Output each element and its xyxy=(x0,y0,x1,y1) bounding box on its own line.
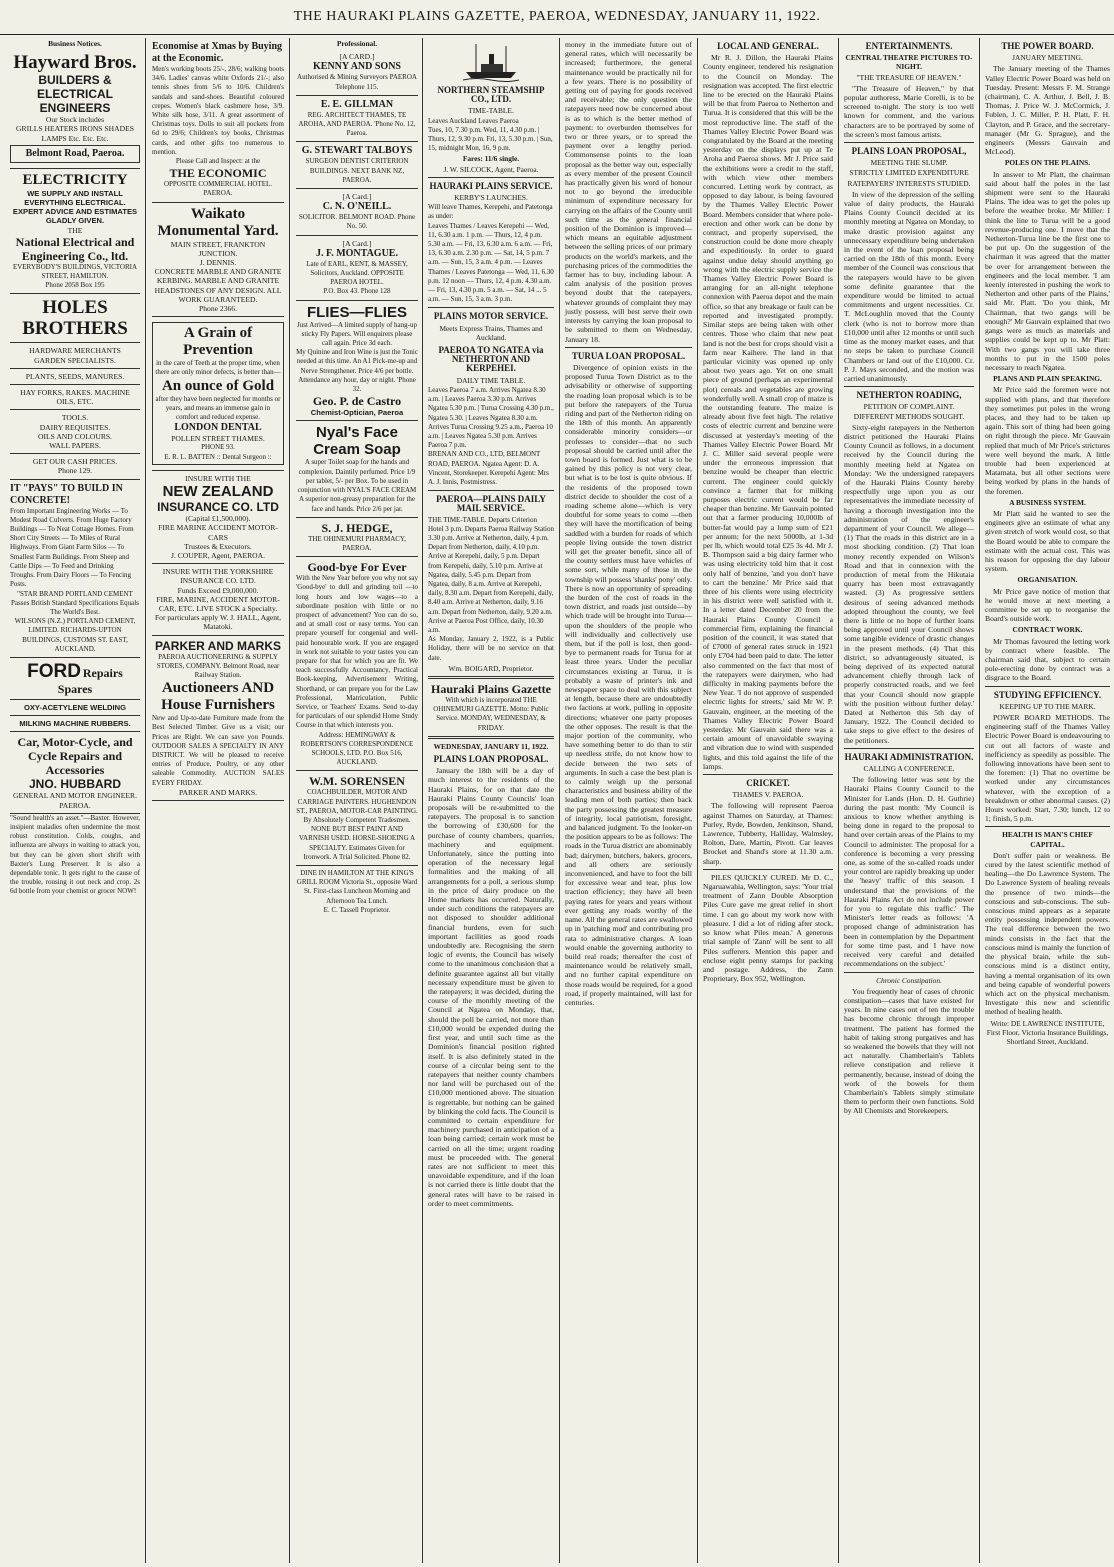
article-headline: NETHERTON ROADING, xyxy=(856,390,962,401)
ad-line: (Capital £1,500,000). xyxy=(185,514,251,524)
article-body: Mr R. J. Dillon, the Hauraki Plains County engineer, tendered his resignation to the Council on Monday. The resignation was accepted. The first electric line to be erected on the Hauraki Plains will be that from Paeroa to Netherton and Turua. It is considered that this will be the most reproductive line. The staff of the Thames Valley Electric Power Board was congratulated by the Board at the meeting yesterday on the displays put up at Te Aroha and Paeroa shows. Mr J. Price said the exhibitions were a credit to the staff, with which view other members concurred. Letting work by contract, as opposed to day labour, is being favoured by the Thames Valley Electric Power Board. Members consider that where pole-erection and other work can be done by contract, and properly supervised, the construction could be done more cheaply and expeditiously. In order to guard against undue delay should anything go wrong with the electric supply service the Thames Valley Electric Power Board is arranging for an all-night telephone connexion with Paeroa depot and the main office, so that any breakage or fault can be reported and investigated promptly. Similar steps are being taken with other centres. Those who claim that new peat land is not the best for crops should visit a farm near Kaihere. The land in that particular vicinity was opened up only about two years ago. Yet on one small piece of ground (perhaps an experimental plot) cereals and vegetables are growing wonderfully well. A small crop of maize is the outstanding feature. The maize is already about five feet high. The relative costs of electric current and benzine were discussed at yesterday's meeting of the Thames Valley Electric Power Board. Mr J. C. Miller said several people were under the erroneous impression that benzine would be cheaper than electric current. The engineer could quickly convince a farmer that for milking purposes electric current would be far cheaper than benzine. Mr Gauvain pointed out that a farmer producing 10,000lb of butter-fat would pay a lump sum of £21 per annum; for the next 5000lb, at 1-3d per lb, which would total £25 3s 4d. Mr J. B. Thompson said a big dairy farmer who was using electricity told him that it cost only half of benzine, 'and you don't have to cart the benzine.' Mr Price said that three of his clients were using electricity in his district were well satisfied with it. In a letter dated December 20 from the Hauraki Plains County Council a commercial firm, explaining the financial position of the council, it was stated that of £7000 of general rates struck in 1921 only £704 had been paid to date. The letter also commented on the fact that most of the ratepayers were dairymen, who had difficulty in making payments before the New Year. 'I do not approve of suspended electric lights for streets,' said Mr W. P. Gauvain, engineer, at the meeting of the Thames Valley Electric Power Board yesterday. Mr Gauvain said there was a certain amount of unavoidable swaying and vibration due to wind with suspended lights, and this told against the life of the lamps. xyxy=(703,53,833,771)
ad-line: PLANTS, SEEDS, MANURES. xyxy=(25,371,125,381)
ad-text: COACHBUILDER, MOTOR AND CARRIAGE PAINTERS. HUGHENDON ST., PAEROA, MOTOR-CAR PAINTING. By Absolutely Competent Tradesmen. NONE BUT BEST PAINT AND VARNISH USED. HORSE-SHOEING A SPECIALTY. Estimates Given for Ironwork. A Trial Solicited. Phone 82. xyxy=(296,788,418,861)
ad-text: REG. ARCHITECT THAMES, TE AROHA, AND PAEROA. 'Phone No. 12, Paeroa. xyxy=(298,110,416,138)
ad-hayward-bros xyxy=(10,49,140,169)
ad-nz-insurance xyxy=(152,471,284,564)
timetable-rows: Leaves Thames / Leaves Kerepehi — Wed, 11, 6.30 a.m. 1 p.m. — Thurs, 12, 4 p.m. 5.30 a.m. — Fri, 13, 6.30 a.m. 6 a.m. — Fri, 13, 6.30 a.m. 2.30 p.m. — Sat, 14, 5 p.m. 7 a.m. — Sun, 15, 3 a.m. 4 p.m. — Leaves Thames / Leaves Patetonga — Wed, 11, 6.30 p.m. 12 noon — Thurs, 12, 4 p.m. 4.30 a.m. — Fri, 13, 4.30 p.m. 5 a.m. — Sat, 14 ... 5 a.m. — Sun, 15, 3 a.m. 3 p.m. xyxy=(428,221,554,304)
ad-castro xyxy=(296,301,418,422)
article-subhead: RATEPAYERS' INTERESTS STUDIED. xyxy=(847,178,971,188)
article-headline: Chronic Constipation. xyxy=(876,975,942,985)
ad-text: Address: HEMINGWAY & ROBERTSON'S CORRESPONDENCE SCHOOLS, LTD. P.O. Box 516, AUCKLAND. xyxy=(300,730,414,767)
article-subhead: "THE TREASURE OF HEAVEN." xyxy=(856,72,962,82)
ad-title: FLIES—FLIES xyxy=(306,303,407,321)
article-body: Mr Thomas favoured the letting work by contract where feasible. The chairman said that, subject to certain pole-erecting done by contract was a disgrace to the Board. xyxy=(985,636,1110,683)
ad-text: My Quinine and Iron Wine is just the Tonic needed at this time. An A1 Pick-me-up and Nerve Strengthener. Price 4/6 per bottle. xyxy=(296,348,418,375)
article-body: Divergence of opinion exists in the proposed Turua Town District as to the advisability or otherwise of supporting the roading loan proposal which is to be put before the ratepayers of the Turua riding and part of the Netherton riding on the 18th of this month. An apparently considerable minority considers—or professes to consider—that no such proposal should be carried until after the town board is formed. Just what is to be gained by this policy is not very clear, but what is to be lost is quite obvious. If the residents of the proposed town district decide to shoulder the cost of a roading scheme alone—which is very doubtful for some years to come —then they will have the mortification of being saddled with a burden for roads of which people living outside the town district will get the greater benefit, since all of the county settlers must have vehicles of some sort, while many of those in the township will possess 'shanks' pony' only. There is now an opportunity of spreading the burden of the cost of roads in the town district, and roads just outside—by which trade will be brought into Turua—upon the shoulders of the people who will individually and collectively use them, but if the poll is lost, then good-bye to permanent roads for Turua for at least three years. Under the peculiar circumstances existing at Turua, it is probably a waste of printer's ink and newspaper space to deal with this subject at length, because there are undoubtedly two factions at work, pulling in opposite directions; whatever one party proposes the other opposes. The result is that the major portion of the community, who have something better to do than to stir up needless strife, do not know how to decide between the two sets of arguments. In such a case the best plan is to calmly weigh up the personal characteristics and business ability of the leading men of both parties; then back the party possessing the greatest measure of integrity, local patriotism, foresight, and balanced judgment. To the looker-on the position appears to be as follows: The roads in the Turua district are abominably bad; dairymen, butchers, bakers, grocers, and all others are seriously inconvenienced, and have to foot the bill for excessive wear and tear, plus low traction efficiency; they have all been paying rates for years and years without ever getting any roads worthy of the name. All the general rates are swallowed up in 'patching mud' and contributing pro rata to administrative charges. A loan would enable the governing authority to build real roads; thereafter the cost of maintenance would be relatively small, and no further capital expenditure on those roads would be required, for a good road, if properly maintained, will last for centuries. xyxy=(565,362,692,1007)
column-rule xyxy=(697,38,698,1563)
article-body: January the 18th will be a day of much interest to the residents of the Hauraki Plains, for on that date the Hauraki Plains County Councils' loan proposals will be re-submitted to the ratepayers. The proposal is to sanction the borrowing of £30,600 for the purchase of county chambers, quarries, machinery and equipment. Unfortunately, since the putting into operation of the necessary legal formalities and the making of all arrangements for a poll, a serious slump in the price of dairy produce on the Home markets has occurred. Naturally, under such conditions the ratepayers are not disposed to shoulder additional financial burdens, even for such important facilities as good roads undoubtedly are. Recognising the stern logic of events, the Council has wisely come to the unanimous conclusion that a definite guarantee against all but vitally necessary expenditure must be given to the ratepayers; it was decided, during the course of the monthly meeting of the Council at Ngatea on Monday, that, should the poll be carried, not more than £10,000 would be expended during the first year, and until such time as the Dominion's financial position righted itself. It is also definitely stated in the course of a circular being sent to the ratepayers that neither county chambers nor land will be purchased out of the £10,000 mentioned above. The situation is regrettable, but nothing can be gained by blinking the cold facts. The Council is committed to certain expenditure for machinery purchased in anticipation of a loan being carried; certain work must be carried on all the time; urgent roading must be proceeded with. The general rates are not sufficient to meet this unavoidable expenditure, and if the loan is not carried there is little doubt that the general rates will have to be raised in order to meet commitments. xyxy=(428,766,554,1208)
ad-title: J. F. MONTAGUE. xyxy=(316,247,398,259)
column-entertainments xyxy=(840,38,978,1563)
column-rule xyxy=(838,38,839,1563)
column-power-board xyxy=(981,38,1114,1563)
ad-text: SOLICITOR. BELMONT ROAD. Phone No. 50. xyxy=(298,213,416,231)
article-body: Mr Price said the foremen were not supplied with plans, and that therefore they sometimes put poles in the wrong places, and they had to be taken up again. This sort of thing had been going on right through the piece. Mr Gauvain replied that much of Mr Price's strictures were well beyond the mark. A little trouble had been experienced at Matamata, but all other sections were being worked by plans in the hands of the foremen. xyxy=(985,385,1110,496)
ad-title: C. N. O'NEILL. xyxy=(322,201,392,213)
ad-title: G. STEWART TALBOYS xyxy=(301,145,413,157)
article-body: Mr Price gave notice of motion that he would move at next meeting a committee be set up to reorganise the Board's outside work. xyxy=(985,586,1110,624)
ad-sorensen xyxy=(296,771,418,866)
ad-phone: Phone 2366. xyxy=(199,304,237,314)
ad-line: Please Call and Inspect: at the xyxy=(175,157,261,166)
article-subhead: THAMES V. PAEROA. xyxy=(732,790,804,800)
article-subhead: PETITION OF COMPLAINT. DIFFERENT METHODS SOUGHT. xyxy=(853,402,965,421)
article-headline: STUDYING EFFICIENCY. xyxy=(993,689,1102,700)
ad-line: For particulars apply W. J. HALL, Agent, Matatoki. xyxy=(154,613,282,632)
notice-title: PLAINS MOTOR SERVICE. xyxy=(433,311,549,322)
ad-london-dental xyxy=(152,317,284,471)
ad-text: Authorised & Mining Surveyors PAEROA Telephone 115. xyxy=(297,73,417,91)
ad-title: Geo. P. de Castro xyxy=(312,394,402,409)
ad-line: HARDWARE MERCHANTS xyxy=(29,346,121,356)
ad-line: INSURE WITH THE xyxy=(185,473,251,483)
ad-title: INSURE WITH THE YORKSHIRE INSURANCE CO. LTD. xyxy=(162,567,274,586)
column-services xyxy=(424,38,558,1563)
ad-baxter: "Sound health's an asset."—Baxter. However, insipient maladies often undermine the most robust constitution. Colds, coughs, and influenza are always in waiting to attack you, but they can be given short shrift with Baxter's Lung Preserver. It is also a dependable tonic. It gets right to the cause of the trouble, rousing it out neck and crop. 2s 6d bottle from your chemist or grocer NOW! xyxy=(10,813,140,896)
ad-address: EVERYBODY'S BUILDINGS, VICTORIA STREET, HAMILTON. xyxy=(12,262,138,281)
ad-title: A Grain of Prevention xyxy=(183,325,253,359)
ad-line: GENERAL AND MOTOR ENGINEER. PAEROA. xyxy=(12,791,138,810)
article-body: The following letter was sent by the Hauraki Plains County Council to the Minister for Lands (Hon. D. H. Guthrie) during the past month: 'My Council is anxious to know whether anything is being done in regard to the proposal to hand over certain areas of the Plains to my Council to administer. The proposal for a conference is becoming a very pressing one, as some of the so-called roads under your control are rapidly breaking up under the 'heavy' traffic of this season. I understand that the provisions of the Hauraki Plains Act do not include power for you to regulate this traffic.' The Minister's letter reads as follows: 'A proposed change of administration has been in contemplation by the Department for some time past, and I have now received very careful and detailed recommendations on the subject.' xyxy=(844,775,974,969)
article-headline: HEALTH IS MAN'S CHIEF CAPITAL. xyxy=(1002,830,1093,849)
article-subhead: CALLING A CONFERENCE. xyxy=(863,764,955,774)
article-body: The following will represent Paeroa against Thames on Saturday, at Thames: Purley, Ryde, Bowden, Jenkinson, Shand, Lawrence, Tubberty, Halliday, Walmsley, Rolton, Dare, Martin, Pivott. Car leaves Brocket and Shand's store at 11.30 a.m. sharp. xyxy=(703,801,833,866)
ad-title: KENNY AND SONS xyxy=(313,61,401,73)
ad-text: Car, Motor-Cycle, and Cycle Repairs and Accessories xyxy=(17,735,133,778)
article-body: "The Treasure of Heaven," by that popular authoress, Marie Corelli, is to be screened to-night. The story is too well known for comment, and the various characters are to be portrayed by some of the screen's most famous artists. xyxy=(844,83,974,139)
ad-yorkshire-insurance xyxy=(152,564,284,635)
ad-text: in the care of Teeth at the proper time, when there are only minor defects, is better than— xyxy=(155,359,281,377)
ad-line: Funds Exceed £9,000,000. xyxy=(177,585,259,595)
ad-title: Good-bye For Ever xyxy=(307,560,407,575)
article-subhead: STRICTLY LIMITED EXPENDITURE xyxy=(849,168,969,178)
ad-text: FIRE, MARINE, ACCIDENT MOTOR-CAR, ETC. LIVE STOCK a Specialty. xyxy=(156,594,280,613)
article-subhead: PLANS AND PLAIN SPEAKING. xyxy=(993,374,1102,384)
article-body: Don't suffer pain or weakness. Be cured by the latest scientific method of healing—the Do Lawrence System. The Do Lawrence System of healing reveals the presence of two minds—the conscious and sub-conscious. The sub-conscious mind appears as a separate entity possessing independent powers. The real difference between the two minds consists in the fact that the conscious mind is mainly the function of the physical brain, while the sub-conscious mind is a distinct entity, having a mental organisation of its own and being capable of wonderful powers which act on the physical mechanism. Investigate this new and scientific method of healing health. xyxy=(985,850,1110,1017)
notice-text: Will leave Thames, Kerepehi, and Patetonga as under: xyxy=(428,203,553,221)
ad-title: HOLES BROTHERS xyxy=(22,297,128,340)
ad-text: Just Arrived—A limited supply of hang-up sticky Fly Papers. Will enquirers please call again. Price 3d each. xyxy=(297,320,417,348)
ad-title: W.M. SORENSEN xyxy=(309,774,405,789)
ad-line: HAY FORKS, RAKES. MACHINE OILS, ETC. xyxy=(20,388,130,407)
article-body: The January meeting of the Thames Valley Electric Power Board was held on Tuesday. Present: Messrs F. M. Strange (chairman), C. A. Arthur, J. Bell, J. B. Thomas, J. Price W. J. McCormick, J. Fublen, J. C. Miller, P. H. Platt, F. H. Clayton, and P. Grace, and the secretary-manager (Mr G. Sprague), and the engineers (Messrs Gauvain and McLeod). xyxy=(985,64,1110,157)
agent: Wm. BOIGARD, Proprietor. xyxy=(448,663,534,673)
ad-title: FORD xyxy=(27,660,81,682)
ad-address: MAIN STREET, FRANKTON JUNCTION. xyxy=(170,239,266,258)
section-header: Business Notices. xyxy=(48,39,102,48)
ad-text: THE OHINEMURI PHARMACY, PAEROA. xyxy=(308,534,406,552)
notice-title: PAEROA—PLAINS DAILY MAIL SERVICE. xyxy=(436,494,546,514)
article-subhead: MEETING THE SLUMP. xyxy=(870,158,948,168)
masthead: THE HAURAKI PLAINS GAZETTE, PAEROA, WEDNESDAY, JANUARY 11, 1922. xyxy=(0,0,1114,35)
ad-line: ENGINEERS xyxy=(39,101,111,116)
ad-title: Nyal's Face Cream Soap xyxy=(313,424,401,459)
ad-title: NEW ZEALAND xyxy=(162,483,274,501)
article-body: You frequently hear of cases of chronic constipation—cases that have existed for years. In nine cases out of ten the trouble has become chronic through improper treatment. The patient has formed the habit of taking strong purgatives and has so weakened the bowels that they will not act naturally. Chamberlain's Tablets relieve constipation and relieve it permanently, because, instead of doing the work of the bowels for them Chamberlain's Tablets simply stimulate them to perform their own functions. Sold by All Chemists and Storekeepers. xyxy=(844,986,974,1116)
ad-holes-brothers xyxy=(10,294,140,479)
section-header: Professional. xyxy=(336,39,378,48)
ad-kings-grill xyxy=(296,866,418,918)
ad-concrete xyxy=(10,480,140,658)
article-headline: HAURAKI ADMINISTRATION. xyxy=(844,751,974,762)
article-headline: THE POWER BOARD. xyxy=(1001,41,1094,51)
ad-text: after they have been neglected for months or years, and means an immense gain in comfort and reduced expense. xyxy=(155,394,281,422)
ad-nyal xyxy=(296,421,418,517)
ad-line: OILS AND COLOURS. xyxy=(37,431,113,441)
ad-line: OXY-ACETYLENE WELDING xyxy=(23,702,127,712)
ad-line: [A CARD.] xyxy=(339,52,375,62)
column-professional xyxy=(292,38,422,1563)
ad-text: With the New Year before you why not say 'Good-bye' to dull and grinding toil —to long hours and low wages—to a subordinate position with little or no prospect of advancement? You can do so, and at small cost or easy terms. You can prepare yourself for congenial and well-paid honourable work. If you are engaged in work not suitable to your tastes you can prepare for that for which you are fit. We teach successfully Accountancy, Practical Book-keeping, Advertisement Writing, Shorthand, or can prepare you for the Law Professional, Matriculation, Public Service, or Teachers' Exams. Send to-day for particulars of our splendid Home Study Course in that which interests you. xyxy=(296,574,418,730)
ad-phone: P.O. Box 43. Phone 128 xyxy=(323,287,391,296)
ad-line: DAIRY REQUISITES. xyxy=(39,422,111,432)
article-subhead: JANUARY MEETING. xyxy=(1012,53,1083,63)
column-local-general xyxy=(699,38,837,1563)
article-subhead: KEEPING UP TO THE MARK. xyxy=(999,701,1096,711)
ad-text: Late of EARL, KENT, & MASSEY, Solicitors, Auckland. OPPOSITE PAEROA HOTEL. xyxy=(306,259,408,287)
ad-line: TOOLS. xyxy=(61,413,89,423)
ad-phone: Phone 2058 Box 195 xyxy=(45,281,105,290)
ad-text: DINE IN HAMILTON AT THE KING'S GRILL ROOM Victoria St., opposite Ward St. First-class Luncheon Morning and Afternoon Tea Lunch. xyxy=(296,869,418,905)
ad-text: WILSONS (N.Z.) PORTLAND CEMENT, LIMITED. RICHARDS-UPTON BUILDINGS, CUSTOMS ST. EAST, AUCKLAND. xyxy=(14,617,136,653)
notice-text: As Monday, January 2, 1922, is a Public Holiday, there will be no service on that date. xyxy=(428,635,554,662)
ad-line: [A Card.] xyxy=(342,192,372,202)
ad-line: Repairs xyxy=(82,665,123,680)
ad-montague xyxy=(296,236,418,301)
ad-line: MILKING MACHINE RUBBERS. xyxy=(19,719,131,729)
article-subhead: POLES ON THE PLAINS. xyxy=(1004,158,1091,168)
ad-ford xyxy=(10,658,140,814)
ad-address: OPPOSITE COMMERCIAL HOTEL. PAEROA. xyxy=(163,180,273,198)
article-headline: ENTERTAINMENTS. xyxy=(865,41,953,51)
ad-phone: PHONE 93. xyxy=(201,443,235,452)
ad-talboys xyxy=(296,142,418,189)
ad-line: BUILDERS & xyxy=(38,73,112,88)
article-body: In answer to Mr Platt, the chairman said about half the poles in the last shipment were sent to the Hauraki Plains. The idea was to get the poles up before the weather broke. Mr Miller: I think the line to Turua will be a good revenue-producing one. I move that the Netherton-Turua line be the first one to be put up. On the suggestion of the chairman it was agreed that the matter be over for arrangement between the engineers and the local member. 'I am keenly interested in pushing the work to Netherton and other parts of the Plains,' said Mr. Platt. 'Do you think, Mr Chairman, that two gangs will be enough?' Mr Gauvain explained that two gangs were as much as materials and supplies could be kept up to. Mr Platt: With two gangs you will take three months to put in the 1500 poles necessary to reach Ngatea. xyxy=(985,169,1110,372)
article-headline: PLAINS LOAN PROPOSAL. xyxy=(433,754,549,764)
ad-text: Attendance any hour, day or night. 'Phone 32. xyxy=(298,375,416,394)
ad-line: PARKER AND MARKS. xyxy=(179,787,257,797)
article-subhead: A BUSINESS SYSTEM. xyxy=(1009,497,1086,507)
notice-title: PAEROA TO NGATEA via NETHERTON AND KERPEHEI. xyxy=(438,345,544,374)
column-rule xyxy=(289,38,290,1563)
ad-line: Trustees & Executors. xyxy=(184,541,252,551)
ad-title: National Electrical and Engineering Co., ltd. xyxy=(15,234,135,263)
article-body: Mr Platt said he wanted to see the engineers give an estimate of what any given stretch of work would cost, so that the Board would be able to compare the estimate with the actual cost. This was his reason for opposing the day labour system. xyxy=(985,508,1110,574)
ad-text: WE SUPPLY AND INSTALL EVERYTHING ELECTRICAL. EXPERT ADVICE AND ESTIMATES GLADLY GIVEN. xyxy=(12,188,138,226)
ad-title: Auctioneers AND House Furnishers xyxy=(161,680,275,714)
timetable-rows: Leaves Paeroa 7 a.m. Arrives Ngatea 8.30 a.m. | Leaves Paeroa 3.30 p.m. Arrives Ngatea 5.30 p.m. | Turua Crossing 4.30 p.m., Ngatea 5.30. | Leaves Ngatea 8.30 a.m. Arrives Turua Crossing 9.25 a.m., Paeroa 10 a.m. | Leaves Ngatea 5.30 p.m. Arrives Paeroa 7 p.m. xyxy=(428,385,554,450)
ad-text: New and Up-to-date Furniture made from the Best Selected Timber. Give us a visit; our Prices are Right. We can save you Pounds. OUTDOOR SALES A SPECIALTY IN ANY DISTRICT. We will be pleased to receive entries of Produce, Poultry, or any other saleable Commodity. AUCTION SALES EVERY FRIDAY. xyxy=(152,714,284,787)
ad-title: THE ECONOMIC xyxy=(169,166,267,181)
article-body: Write: DE LAWRENCE INSTITUTE, First Floor, Victoria Insurance Buildings, Shortland Street, Auckland. xyxy=(986,1018,1109,1046)
article-body: PILES QUICKLY CURED. Mr D. C., Ngaruawahia, Wellington, says: 'Your trial treatment of Zann Double Absorption Piles Cure gave me great relief in short time. I can go about my work now with pleasure. I did a lot of riding after stock, so know what Piles mean.' A generous trial sample of 'Zann' will be sent to all Piles sufferers. Mention this paper and enclose eight penny stamps for packing and postage. Address, the Zann Proprietary, Box 952, Wellington. xyxy=(703,872,833,984)
notice-subtitle: TIME-TABLE. xyxy=(468,106,514,116)
article-headline: TURUA LOAN PROPOSAL. xyxy=(571,350,686,361)
ad-line: LONDON DENTAL xyxy=(174,422,262,434)
ad-electricity xyxy=(10,169,140,295)
ad-hemingway xyxy=(296,557,418,771)
article-subhead: CONTRACT WORK. xyxy=(1012,625,1083,635)
ad-title: PARKER AND MARKS xyxy=(155,638,281,653)
notice-text: BRENAN AND CO., LTD, BELMONT ROAD, PAEROA. Ngatea Agent: D. A. Vincent, Storekeeper. Kerepehi Agent: Mrs A. J. Innis, Postmistress. xyxy=(428,450,549,486)
ad-title: Economise at Xmas by Buying at the Economic. xyxy=(152,41,283,64)
column-editorial xyxy=(561,38,696,1563)
ad-line: J. COUPER, Agent, PAEROA. xyxy=(170,550,266,560)
article-subhead: ORGANISATION. xyxy=(1017,575,1078,585)
ad-title: IT "PAYS" TO BUILD IN CONCRETE! xyxy=(10,482,123,506)
timetable-rows: Tues, 10, 7.30 p.m. Wed, 11, 4.30 p.m. | Thurs, 12, 9.30 p.m. Fri, 13, 5.30 p.m. | Sun, 15, midnight Mon, 16, 9 p.m. xyxy=(428,125,553,153)
ad-hedge xyxy=(296,518,418,557)
ad-line: J. DENNIS. xyxy=(199,258,237,268)
ad-title: Waikato Monumental Yard. xyxy=(157,205,279,239)
ad-title: An ounce of Gold xyxy=(161,377,275,394)
ad-line: FIRE MARINE ACCIDENT MOTOR-CARS xyxy=(158,523,278,542)
ad-kenny xyxy=(296,49,418,96)
article-body: POWER BOARD METHODS. The engineering staff of the Thames Valley Electric Power Board is endeavouring to cut out all factors of waste and inefficiency as speedily as possible. The following innovations have been sent to the foremen: (1) That no overtime be worked under any circumstances whatever, with the exception of a breakdown or other abnormal causes. (2) Hours worked: Start, 7.30; lunch, 12 to 1; finish, 5 p.m. xyxy=(985,713,1110,824)
timetable-header: Leaves Auckland Leaves Paeroa xyxy=(428,116,519,125)
notice-subtitle: DAILY TIME TABLE. xyxy=(456,375,526,385)
ad-title: ELECTRICITY xyxy=(22,171,128,188)
ad-line: E. R. L. BATTEN :: Dental Surgeon :: xyxy=(164,452,272,461)
ad-parker-marks xyxy=(152,636,284,801)
ad-line: Spares xyxy=(57,681,93,696)
gazette-subtitle: With which is incorporated THE OHINEMURI GAZETTE. Motto: Public Service. MONDAY, WEDNESDAY, & FRIDAY. xyxy=(433,695,549,732)
ad-line: E. C. Tassell Proprietor. xyxy=(323,905,391,914)
column-ads-2 xyxy=(148,38,288,1563)
ad-line: GRILLS HEATERS IRONS SHADES LAMPS Etc. Etc. Etc. xyxy=(16,124,134,143)
article-headline: PLAINS LOAN PROPOSAL, xyxy=(851,146,967,157)
ad-text: "STAR BRAND PORTLAND CEMENT Passes British Standard Specifications Equals The World's Best. xyxy=(11,589,139,616)
ad-line: [A Card.] xyxy=(342,238,372,248)
article-headline: LOCAL AND GENERAL. xyxy=(717,41,819,51)
ad-text: PAEROA AUCTIONEERING & SUPPLY STORES, COMPANY. Belmont Road, near Railway Station. xyxy=(156,652,280,679)
ad-line: GARDEN SPECIALISTS. xyxy=(34,355,116,365)
ad-economic xyxy=(152,38,284,203)
column-rule xyxy=(422,38,423,1563)
ad-title: JNO. HUBBARD xyxy=(28,777,121,792)
ad-address: POLLEN STREET THAMES. xyxy=(171,434,265,444)
column-business-notices xyxy=(6,38,144,1563)
notice-subtitle: Meets Express Trains, Thames and Auckland. xyxy=(439,323,543,342)
column-rule xyxy=(979,38,980,1563)
ad-oneill xyxy=(296,189,418,236)
gazette-date: WEDNESDAY, JANUARY 11, 1922. xyxy=(433,741,549,751)
notice-title: NORTHERN STEAMSHIP CO., LTD. xyxy=(437,85,545,105)
article-body: Sixty-eight ratepayers in the Netherton district petitioned the Hauraki Plains County Council as follows, in a document received by the Council during the monthly meeting held at Ngatea on Monday: 'We the undersigned ratepayers of the Hauraki Plains County hereby respectfully urge upon you as our representatives the immediate necessity of having a thorough investigation into the administration of the engineer's department of your Council. We allege— (1) That the roads in this district are in a most shocking condition. (2) That loan money recently expended on Wilson's Road and that in connexion with the production of metal from the Hikutaia quarry has been most extravagantly wasted. (3) As progressive settlers desirous of seeing advanced methods adopted throughout the county, we feel there is little or no hope of further loans being approved until your Council shows some tangible evidence of drastic changes in the present methods. (4) That this district, so advantageously situated, is being deprived of its expected natural advancement chiefly through lack of properly constructed roads, and we feel that your Council should now grapple with the position without further delay.' Dated at Netherton this 5th day of January, 1922. The Council decided to take steps to give effect to the desires of the petitioners. xyxy=(844,422,974,745)
ad-address: Belmont Road, Paeroa. xyxy=(10,145,140,163)
article-body: money in the immediate future out of general rates, which will necessarily be increased; furthermore, the general maintenance would be practically nil for a few years. There is no possibility of getting out of paying for goods received and receivable; the only question the ratepayers need now be concerned about is as to which is the better method of payment: to overburden themselves for two or three years, or to spread the payment over a lengthy period. Commonsense points to the loan proposal as the better way out, especially as every member of the present Council has practically given his word of honour not to go beyond the irreducible minimum of expenditure necessary for carrying on the affairs of the County until such time as the general financial position of the Dominion is improved—which means an equitable adjustment between the selling prices of our primary products on the world's markets, and the purchasing prices of the commodities the farmer has to buy, including labour. A calm analysis of the position proves beyond doubt that the ratepayers, whatever grounds of complaint they may justly possess, will best serve their own interests by carrying the loan proposal to be submitted to them on Wednesday, January 18. xyxy=(565,40,692,344)
ad-text: Men's working boots 25/-, 28/6; walking boots 34/6. Ladies' canvas white Oxfords 21/-; also tennis shoes from 5/6 to 10/6. Children's sandals and sand-shoes. Beautiful coloured crepes. Women's black cashmere hose, 3/9. White silk hose, 3/11. A great assortment of Christmas toys. Dolls to suit all pockets from 6d to 29/6; Children's toy books, Christmas cards, and other gifts too numerous to mention. xyxy=(152,65,284,156)
article-body: In view of the depression of the selling value of dairy products, the Hauraki Plains County Council decided at its monthly meeting at Ngatea on Monday, to make drastic provision against any unnecessary expenditure being undertaken in the event of the loan proposal being carried on the 18th of this month. Every member of the Council was conscious that the ratepayers would have to be given some definite guarantee that the expenditure would be limited to actual commitments and urgent necessities. Cr. T. McLoughlin moved that the County clerk (who is not to borrow more than £10,000 until after 12 months or until such time as the money market eases, and that no steps be taken to purchase Council Chambers or land out of the £10,000. Cr. P. J. Mays seconded, and the motion was carried unanimously. xyxy=(844,189,974,383)
gazette-title: Hauraki Plains Gazette xyxy=(431,681,551,696)
ad-line: Our Stock includes xyxy=(45,115,105,125)
article-headline: CRICKET. xyxy=(746,778,790,789)
ad-line: ELECTRICAL xyxy=(37,87,113,102)
ad-line: GET OUR CASH PRICES. xyxy=(32,457,118,467)
agent: J. W. SILCOCK, Agent, Paeroa. xyxy=(443,164,539,174)
timetable-rows: THE TIME-TABLE. Departs Criterion Hotel 3 p.m. Departs Paeroa Railway Station 3.30 p.m. Arrive at Netherton, daily, 4 p.m. Depart from Netherton, daily, 4.10 p.m. Arrive at Kerepehi, daily, 5 p.m. Depart from Kerepehi, daily, 5.10 p.m. Arrive at Ngatea, daily, 5.45 p.m. Depart from Ngatea, daily, 8 a.m. Arrive at Kerepehi, daily, 8.30 a.m. Depart from Kerepehi, daily, 8.40 a.m. Arrive at Netherton, daily, 9.16 a.m. Depart from Netherton, daily, 9.20 a.m. Arrive at Paeroa Post Office, daily, 10.30 a.m. xyxy=(428,515,554,634)
ad-title: S. J. HEDGE, xyxy=(321,520,393,535)
ad-phone: Phone 129. xyxy=(57,466,93,476)
ad-line: THE xyxy=(67,225,83,235)
ad-waikato-monumental xyxy=(152,203,284,318)
ad-title: E. E. GILLMAN xyxy=(320,98,394,110)
ad-title: Hayward Bros. xyxy=(13,52,137,74)
ad-text: A super Toilet soap for the hands and complexion. Daintily perfumed. Price 1/9 per tablet, 5/- per Box. To be used in conjunction with NYAL'S FACE CREAM A superior non-greasy preparation for the face and hands. Price 2/6 per jar. xyxy=(297,458,417,513)
ad-gillman xyxy=(296,96,418,143)
article-subhead: CENTRAL THEATRE PICTURES TO-NIGHT. xyxy=(845,53,973,72)
ad-line: WALL PAPERS. xyxy=(49,441,101,451)
fares: Fares: 11/6 single. xyxy=(462,154,520,164)
steamship-icon xyxy=(461,40,521,82)
notice-subtitle: KERBY'S LAUNCHES. xyxy=(454,193,528,203)
notice-title: HAURAKI PLAINS SERVICE. xyxy=(429,180,553,191)
column-rule xyxy=(145,38,146,1563)
ad-text: From Important Engineering Works — To Modest Road Culverts. From Huge Factory Buildings — To Neat Cottage Homes. From Short City Streets — To Miles of Rural Highways. From Giant Farm Silos — To Smallest Farm Buildings. From Sheep and Cattle Dips — To Feed and Drinking Troughs. From Dairy Floors — To Fencing Posts. xyxy=(10,506,134,589)
column-rule xyxy=(559,38,560,1563)
ad-text: CONCRETE MARBLE AND GRANITE KERBING. MARBLE AND GRANITE HEADSTONES OF ANY DESIGN. ALL WORK GUARANTEED. xyxy=(154,267,282,304)
ad-line: Chemist-Optician, Paeroa xyxy=(310,408,404,418)
ad-title: INSURANCE CO. LTD xyxy=(157,500,279,515)
ad-text: SURGEON DENTIST CRITERION BUILDINGS. NEXT BANK NZ, PAEROA. xyxy=(305,157,409,184)
